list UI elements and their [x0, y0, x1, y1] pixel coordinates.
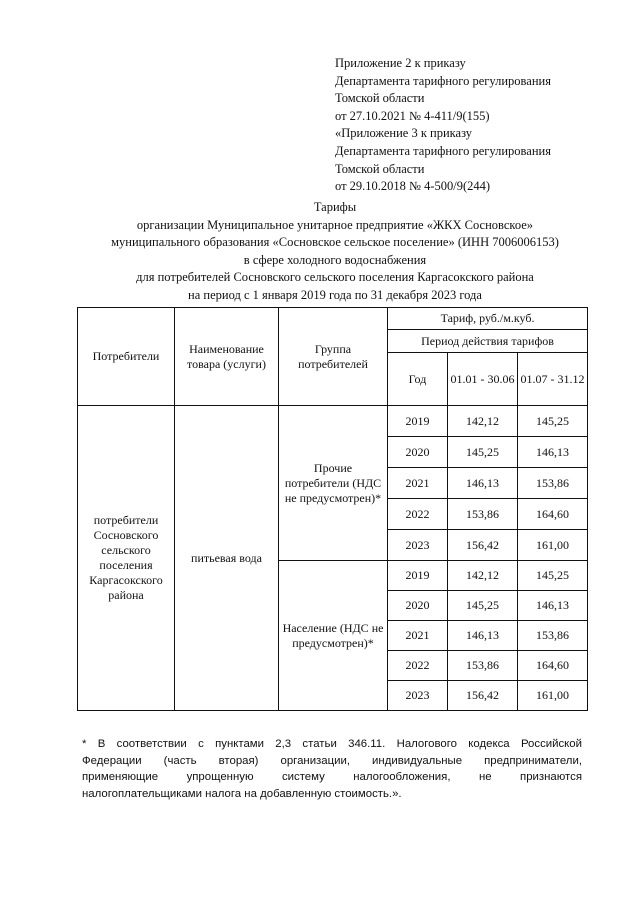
year-cell: 2023	[388, 530, 448, 561]
consumer-cell: потребители Сосновского сельского поселения Каргасокского района	[78, 406, 175, 711]
year-cell: 2021	[388, 621, 448, 651]
appendix-header-line: Томской области	[335, 161, 425, 176]
tariff-h2-cell: 146,13	[518, 437, 588, 468]
tariff-h1-cell: 156,42	[448, 681, 518, 711]
appendix-header-line: Томской области	[335, 91, 425, 106]
tariff-h2-cell: 153,86	[518, 621, 588, 651]
appendix-header-line: «Приложение 3 к приказу	[335, 126, 473, 141]
table-row	[78, 406, 588, 437]
tariff-h1-cell: 146,13	[448, 621, 518, 651]
header-group: Группа потребителей	[279, 308, 388, 406]
header-consumers: Потребители	[78, 308, 175, 406]
tariff-h2-cell: 161,00	[518, 681, 588, 711]
title-line: организации Муниципальное унитарное предприятие «ЖКХ Сосновское»	[136, 217, 534, 232]
year-cell: 2020	[388, 591, 448, 621]
tariff-h2-cell: 164,60	[518, 499, 588, 530]
header-year: Год	[388, 353, 448, 406]
tariff-h1-cell: 156,42	[448, 530, 518, 561]
tariff-h1-cell: 145,25	[448, 591, 518, 621]
tariff-h1-cell: 142,12	[448, 561, 518, 591]
group-cell: Прочие потребители (НДС не предусмотрен)*	[279, 406, 388, 561]
appendix-header-line: Приложение 2 к приказу	[335, 56, 466, 70]
title-line: муниципального образования «Сосновское сельское поселение» (ИНН 7006006153)	[111, 235, 559, 250]
footnote-line: * В соответствии с пунктами 2,3 статьи 346.11. Налогового кодекса Российской	[82, 738, 582, 750]
appendix-header-line: Департамента тарифного регулирования	[335, 143, 551, 158]
product-cell: питьевая вода	[175, 406, 279, 711]
tariff-h1-cell: 146,13	[448, 468, 518, 499]
year-cell: 2023	[388, 681, 448, 711]
title-line: для потребителей Сосновского сельского поселения Каргасокского района	[136, 270, 534, 285]
tariff-h2-cell: 161,00	[518, 530, 588, 561]
year-cell: 2019	[388, 406, 448, 437]
tariff-h2-cell: 164,60	[518, 651, 588, 681]
tariff-h2-cell: 146,13	[518, 591, 588, 621]
appendix-header-line: от 29.10.2018 № 4-500/9(244)	[335, 179, 491, 194]
appendix-header	[335, 55, 625, 196]
document-title	[40, 199, 630, 305]
title-line: на период с 1 января 2019 года по 31 декабря 2023 года	[188, 287, 482, 302]
tariff-h2-cell: 145,25	[518, 561, 588, 591]
year-cell: 2022	[388, 651, 448, 681]
tariff-h1-cell: 153,86	[448, 651, 518, 681]
header-period: Период действия тарифов	[388, 330, 588, 353]
year-cell: 2020	[388, 437, 448, 468]
tariff-h2-cell: 153,86	[518, 468, 588, 499]
header-half2: 01.07 - 31.12	[518, 353, 588, 406]
footnote	[82, 736, 582, 802]
header-half1: 01.01 - 30.06	[448, 353, 518, 406]
year-cell: 2021	[388, 468, 448, 499]
tariff-table	[77, 307, 588, 711]
appendix-header-line: Департамента тарифного регулирования	[335, 73, 551, 88]
title-line: в сфере холодного водоснабжения	[243, 252, 427, 267]
year-cell: 2019	[388, 561, 448, 591]
footnote-line: применяющие упрощенную систему налогообложения, не признаются	[82, 771, 582, 783]
footnote-line: налогоплательщиками налога на добавленную стоимость.».	[82, 787, 402, 800]
appendix-header-line: от 27.10.2021 № 4-411/9(155)	[335, 108, 490, 123]
tariff-h1-cell: 153,86	[448, 499, 518, 530]
header-product: Наименование товара (услуги)	[175, 308, 279, 406]
tariff-h2-cell: 145,25	[518, 406, 588, 437]
tariff-h1-cell: 142,12	[448, 406, 518, 437]
group-cell: Население (НДС не предусмотрен)*	[279, 561, 388, 711]
header-tariff: Тариф, руб./м.куб.	[388, 308, 588, 330]
table-header-row	[78, 308, 588, 330]
footnote-line: Федерации (часть вторая) организации, индивидуальные предприниматели,	[82, 754, 582, 767]
year-cell: 2022	[388, 499, 448, 530]
title-line: Тарифы	[313, 200, 357, 214]
tariff-h1-cell: 145,25	[448, 437, 518, 468]
